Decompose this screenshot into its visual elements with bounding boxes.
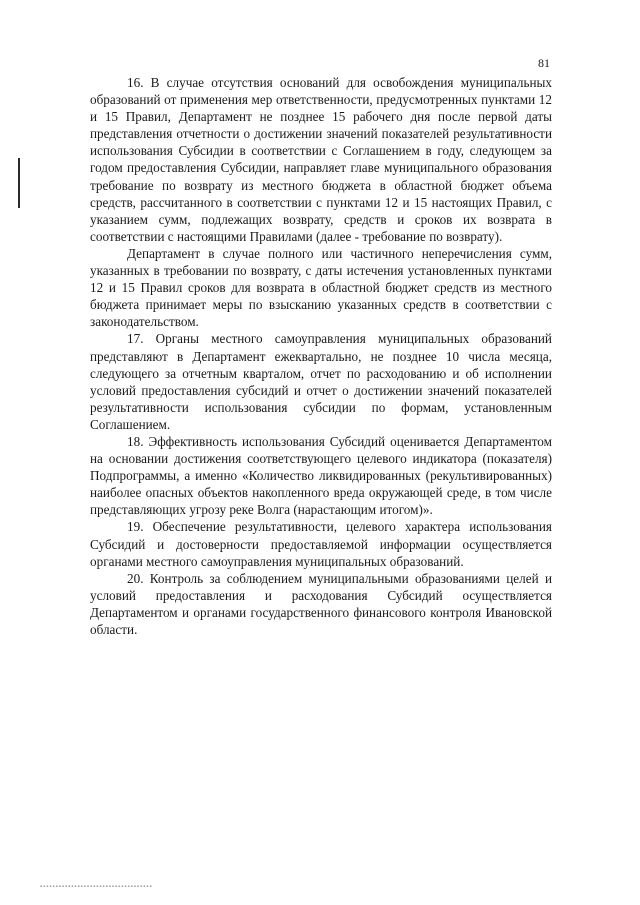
paragraph-16: 16. В случае отсутствия оснований для освобождения муниципальных образований от применения мер ответственности, предусмотренных пунктами 12 и 15 Правил, Департамент не позднее 15 рабочего дня после первой даты представления отчетности о достижении значений показателей результативности использования Субсидии в соответствии с Соглашением в году, следующем за годом предоставления Субсидии, направляет главе муниципального образования требование по возврату из местного бюджета в областной бюджет объема средств, рассчитанного в соответствии с пунктами 12 и 15 настоящих Правил, с указанием сумм, подлежащих возврату, средств и сроков их возврата в соответствии с настоящими Правилами (далее - требование по возврату). — [90, 75, 552, 244]
paragraph-16-continued: Департамент в случае полного или частичного неперечисления сумм, указанных в требовании по возврату, с даты истечения установленных пунктами 12 и 15 Правил сроков для возврата в областной бюджет средств из местного бюджета принимает меры по взысканию указанных средств в соответствии с законодательством. — [90, 245, 552, 330]
paragraph-20: 20. Контроль за соблюдением муниципальными образованиями целей и условий предоставления и расходования Субсидий осуществляется Департаментом и органами государственного финансового контроля Ивановской области. — [90, 570, 552, 637]
paragraph-18: 18. Эффективность использования Субсидий оценивается Департаментом на основании достижения соответствующего целевого индикатора (показателя) Подпрограммы, а именно «Количество ликвидированных (рекультивированных) наиболее опасных объектов накопленного вреда окружающей среде, в том числе представляющих угрозу реке Волга (нарастающим итогом)». — [90, 433, 552, 518]
margin-change-bar — [18, 158, 20, 208]
page-number: 81 — [538, 56, 550, 70]
document-body — [90, 74, 552, 638]
scan-footer-noise: ▪▪▪▪▪▪▪▪▪▪▪▪▪▪▪▪▪▪▪▪▪▪▪▪▪▪▪▪▪▪▪▪▪▪▪▪ — [40, 884, 153, 890]
paragraph-17: 17. Органы местного самоуправления муниципальных образований представляют в Департамент ежеквартально, не позднее 10 числа месяца, следующего за отчетным кварталом, отчет по расходованию и об исполнении условий предоставления субсидий и отчет о достижении значений показателей результативности использования субсидии по формам, установленным Соглашением. — [90, 331, 552, 432]
paragraph-19: 19. Обеспечение результативности, целевого характера использования Субсидий и достоверности предоставляемой информации осуществляется органами местного самоуправления муниципальных образований. — [90, 519, 552, 569]
